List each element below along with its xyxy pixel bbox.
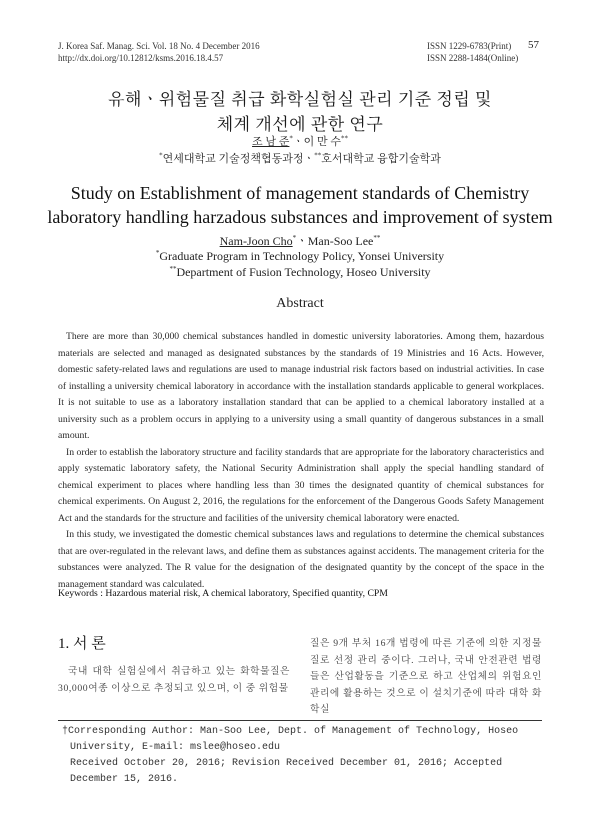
- english-affiliation-2-line: [0, 265, 600, 280]
- korean-affiliations: [0, 150, 600, 166]
- intro-left-text: 국내 대학 실험실에서 취급하고 있는 화학물질은 30,000여종 이상으로 추정되고 있으며, 이 중 위험물: [58, 666, 290, 694]
- english-author-1: Nam-Joon Cho: [219, 234, 293, 248]
- abstract-paragraph-3: In this study, we investigated the domestic chemical substances laws and regulations to determine the chemical substances that are over-regulated in the relevant laws, and define them as substances against accidents. The management criteria for the substances were analyzed. The R value for the designation of the designated quantity by the concept of the space in the management standard was calculated.: [58, 529, 544, 590]
- author1-mark: *: [289, 134, 293, 143]
- page-number: 57: [528, 39, 539, 51]
- aff1-mark: *: [159, 151, 163, 160]
- english-affiliation-2: Department of Fusion Technology, Hoseo University: [176, 265, 431, 279]
- abstract-paragraph-2: In order to establish the laboratory structure and facility standards that are appropriate for the laboratory characteristics and apply systematic laboratory safety, the National Security Administration shall apply the special handling standard of chemical experiment to places where handling less than 30 times the designated quantity of chemical substances for chemical experiments. On August 2, 2016, the regulations for the enforcement of the Dangerous Goods Safety Management Act and the standards for the structure and facilities of the university chemical laboratory were enacted.: [58, 446, 544, 524]
- section-title-introduction: 1. 서 론: [58, 636, 106, 652]
- doi-link[interactable]: http://dx.doi.org/10.12812/ksms.2016.18.4.57: [58, 53, 224, 63]
- issn-online: ISSN 2288-1484(Online): [427, 53, 519, 63]
- en-author2-mark: **: [373, 234, 381, 242]
- footnote-block: [62, 724, 542, 788]
- korean-author-1: 조 남 준: [252, 136, 290, 148]
- english-author-2: Man-Soo Lee: [307, 234, 374, 248]
- keywords-line: Keywords : Hazardous material risk, A chemical laboratory, Specified quantity, CPM: [58, 588, 388, 599]
- author2-mark: **: [340, 134, 348, 143]
- journal-citation: J. Korea Saf. Manag. Sci. Vol. 18 No. 4 December 2016: [58, 41, 260, 51]
- korean-title-line1: 유해ㆍ위험물질 취급 화학실험실 관리 기준 정립 및: [108, 90, 492, 109]
- abstract-paragraph-1: There are more than 30,000 chemical substances handled in domestic university laboratories. Among them, hazardous materials are selected and managed as designated substances by the standards of 19 Ministries and 16 Acts. However, domestic safety-related laws and regulations are used to manage industrial risk factors based on industrial activities. In case of installing a university chemical laboratory in accordance with the installation standards applicable to general workplaces. It is not suitable to use as a laboratory installation standard that can be applied to a chemical laboratory installed at a university such as a problem occurs in applying to a university using a small quantity of dangerous substances in a small amount.: [58, 331, 544, 441]
- affiliation-separator: ㆍ: [303, 153, 315, 165]
- english-authors: [0, 232, 600, 249]
- korean-affiliation-1: 연세대학교 기술정책협동과정: [162, 153, 304, 165]
- aff2-mark: **: [314, 151, 322, 160]
- english-affiliation-1: Graduate Program in Technology Policy, Yonsei University: [159, 249, 445, 263]
- korean-authors: [0, 133, 600, 149]
- en-author-separator: ㆍ: [296, 234, 308, 248]
- issn-block: [427, 40, 518, 64]
- english-affiliation-1-line: [0, 249, 600, 264]
- english-title-line1: Study on Establishment of management standards of Chemistry: [70, 183, 530, 203]
- issn-print: ISSN 1229-6783(Print): [427, 41, 512, 51]
- en-aff1-mark: *: [155, 249, 160, 257]
- author-separator: ㆍ: [292, 136, 304, 148]
- abstract-heading: Abstract: [276, 296, 324, 311]
- korean-author-2: 이 만 수: [303, 136, 341, 148]
- english-title-line2: laboratory handling harzadous substances and improvement of system: [47, 207, 553, 227]
- abstract-body: [58, 329, 544, 593]
- journal-header: [58, 40, 260, 64]
- corresponding-author-line1: †Corresponding Author: Man-Soo Lee, Dept. of Management of Technology, Hoseo: [62, 726, 519, 737]
- intro-right-column: [310, 636, 542, 719]
- received-dates: Received October 20, 2016; Revision Received December 01, 2016; Accepted December 15, 2016.: [70, 758, 503, 785]
- footnote-divider: [58, 720, 542, 721]
- corresponding-author-line2: University, E-mail: mslee@hoseo.edu: [70, 742, 281, 753]
- en-author1-mark: *: [292, 234, 297, 242]
- en-aff2-mark: **: [169, 265, 177, 273]
- korean-title-line2: 체계 개선에 관한 연구: [216, 115, 384, 134]
- intro-left-column: [58, 664, 290, 697]
- intro-right-text: 질은 9개 부처 16개 법령에 따른 기준에 의한 지정물질로 선정 관리 중이다. 그러나, 국내 안전관련 법령들은 산업활동을 기준으로 하고 산업체의 위험요인 관리에 활용하는 것으로 이 설치기준에 따라 대학 화학실: [310, 638, 542, 715]
- korean-affiliation-2: 호서대학교 융합기술학과: [321, 153, 441, 165]
